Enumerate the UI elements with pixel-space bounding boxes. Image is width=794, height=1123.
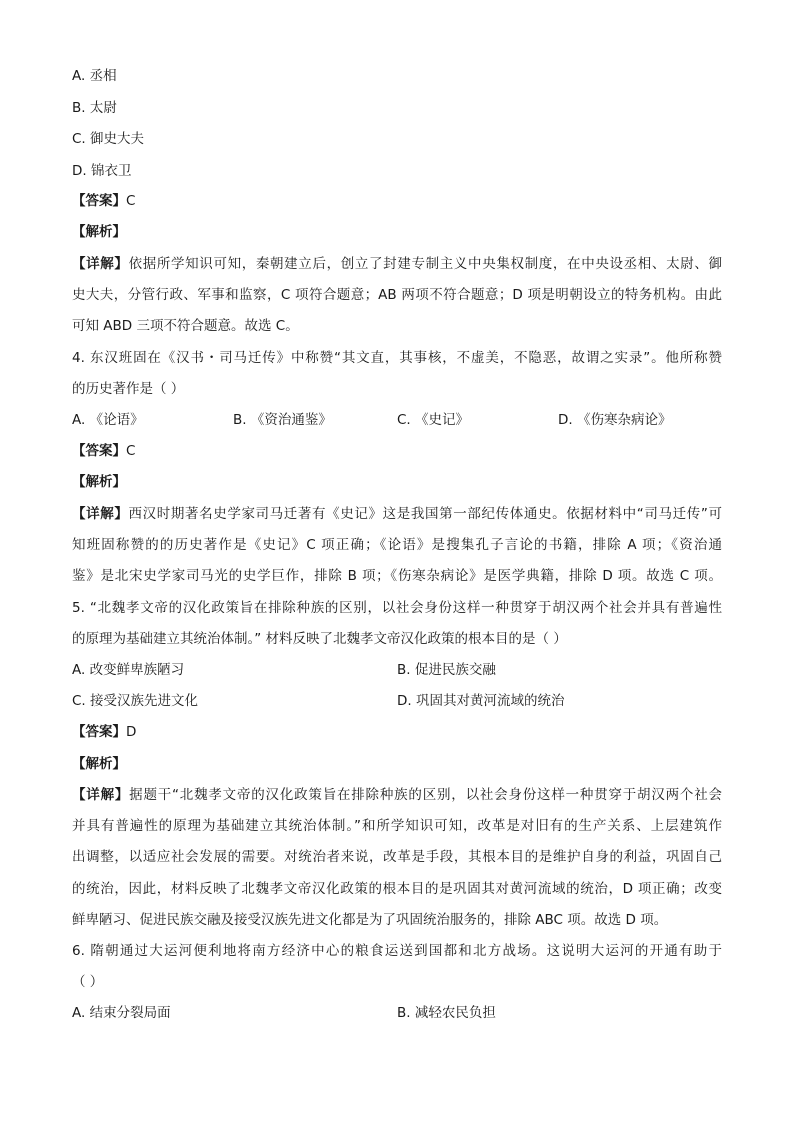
q4-option-c: C. 《史记》 bbox=[397, 412, 470, 428]
q5-detail-line-4: 的统治，因此，材料反映了北魏孝文帝汉化政策的根本目的是巩固其对黄河流域的统治，D 项正确；改变 bbox=[72, 881, 722, 897]
answer-tag: 【答案】 bbox=[72, 193, 126, 209]
q5-detail-line-2: 并具有普遍性的原理为基础建立其统治体制。”和所学知识可知，改革是对旧有的生产关系、上层建筑作 bbox=[72, 818, 722, 834]
detail-tag: 【详解】 bbox=[72, 506, 129, 522]
q4-detail-line-3: 鉴》是北宋史学家司马光的史学巨作，排除 B 项；《伤寒杂病论》是医学典籍，排除 D 项。故选 C 项。 bbox=[72, 568, 722, 584]
q3-answer bbox=[72, 191, 135, 211]
q3-detail-line-1 bbox=[72, 254, 722, 274]
q4-stem-line-2: 的历史著作是（ ） bbox=[72, 381, 185, 397]
q5-answer bbox=[72, 722, 136, 742]
q3-option-b: B. 太尉 bbox=[72, 100, 117, 116]
detail-text: 西汉时期著名史学家司马迁著有《史记》这是我国第一部纪传体通史。依据材料中“司马迁传”可 bbox=[128, 506, 722, 522]
q6-option-a: A. 结束分裂局面 bbox=[72, 1005, 171, 1021]
q3-detail-line-3: 可知 ABD 三项不符合题意。故选 C。 bbox=[72, 318, 299, 334]
q4-option-a: A. 《论语》 bbox=[72, 412, 144, 428]
q5-option-a: A. 改变鲜卑族陋习 bbox=[72, 662, 185, 678]
q5-option-c: C. 接受汉族先进文化 bbox=[72, 693, 199, 709]
q4-option-b: B. 《资治通鉴》 bbox=[233, 412, 332, 428]
q5-stem-line-2: 的原理为基础建立其统治体制。” 材料反映了北魏孝文帝汉化政策的根本目的是（ ） bbox=[72, 631, 567, 647]
q4-detail-line-2: 知班固称赞的的历史著作是《史记》C 项正确；《论语》是搜集孔子言论的书籍，排除 A 项；《资治通 bbox=[72, 537, 722, 553]
answer-value: C bbox=[126, 443, 136, 459]
q4-analysis-tag: 【解析】 bbox=[72, 474, 126, 490]
q5-option-d: D. 巩固其对黄河流域的统治 bbox=[397, 693, 565, 709]
answer-value: D bbox=[126, 724, 137, 740]
q3-option-c: C. 御史大夫 bbox=[72, 131, 145, 147]
q5-detail-line-3: 出调整，以适应社会发展的需要。对统治者来说，改革是手段，其根本目的是维护自身的利益，巩固自己 bbox=[72, 849, 722, 865]
q4-answer bbox=[72, 441, 135, 461]
q3-option-a: A. 丞相 bbox=[72, 68, 117, 84]
detail-text: 据题干“北魏孝文帝的汉化政策旨在排除种族的区别，以社会身份这样一种贯穿于胡汉两个社会 bbox=[129, 787, 722, 803]
detail-text: 依据所学知识可知，秦朝建立后，创立了封建专制主义中央集权制度，在中央设丞相、太尉、御 bbox=[128, 256, 722, 272]
q4-detail-line-1 bbox=[72, 504, 722, 524]
detail-tag: 【详解】 bbox=[72, 256, 129, 272]
q5-stem-line-1: 5. “北魏孝文帝的汉化政策旨在排除种族的区别，以社会身份这样一种贯穿于胡汉两个社会并具有普遍性 bbox=[72, 600, 722, 616]
answer-tag: 【答案】 bbox=[72, 443, 126, 459]
q4-stem-line-1: 4. 东汉班固在《汉书・司马迁传》中称赞“其文直，其事核，不虚美，不隐恶，故谓之实录”。他所称赞 bbox=[72, 350, 722, 366]
q3-option-d: D. 锦衣卫 bbox=[72, 163, 132, 179]
q5-detail-line-1 bbox=[72, 785, 722, 805]
q6-stem-line-1: 6. 隋朝通过大运河便利地将南方经济中心的粮食运送到国都和北方战场。这说明大运河的开通有助于 bbox=[72, 943, 722, 959]
q6-option-b: B. 减轻农民负担 bbox=[397, 1005, 496, 1021]
q5-analysis-tag: 【解析】 bbox=[72, 756, 126, 772]
q4-options bbox=[72, 410, 722, 430]
q6-stem-line-2: （ ） bbox=[72, 974, 104, 990]
answer-tag: 【答案】 bbox=[72, 724, 126, 740]
q5-option-b: B. 促进民族交融 bbox=[397, 662, 496, 678]
q5-detail-line-5: 鲜卑陋习、促进民族交融及接受汉族先进文化都是为了巩固统治服务的，排除 ABC 项。故选 D 项。 bbox=[72, 912, 668, 928]
q3-analysis-tag: 【解析】 bbox=[72, 224, 126, 240]
detail-tag: 【详解】 bbox=[72, 787, 130, 803]
q3-detail-line-2: 史大夫，分管行政、军事和监察，C 项符合题意；AB 两项不符合题意；D 项是明朝设立的特务机构。由此 bbox=[72, 287, 722, 303]
q4-option-d: D. 《伤寒杂病论》 bbox=[558, 412, 672, 428]
answer-value: C bbox=[126, 193, 136, 209]
